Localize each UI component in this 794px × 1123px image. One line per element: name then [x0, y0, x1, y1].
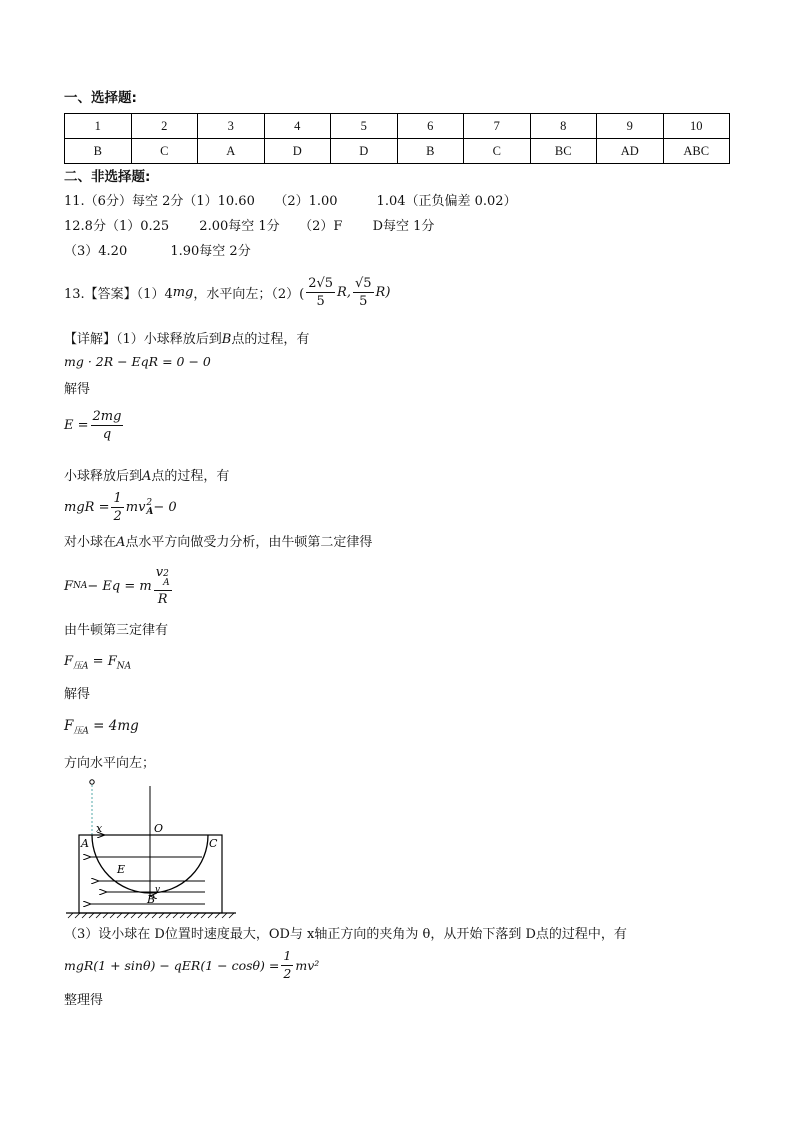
equation-fraction — [91, 410, 124, 441]
table-cell: D — [264, 139, 331, 164]
subscript: 压A — [73, 661, 89, 672]
table-row-numbers — [65, 114, 730, 139]
table-cell: BC — [530, 139, 597, 164]
equation-5 — [64, 655, 131, 672]
equation-2 — [64, 410, 125, 441]
equation-mid: − Eq = m — [87, 578, 152, 594]
label-o: O — [154, 822, 164, 835]
text: 点水平方向做受力分析，由牛顿第二定律得 — [125, 535, 373, 550]
analysis-line — [64, 536, 372, 549]
equation-lhs: mgR = — [64, 500, 110, 515]
detail-title: 【详解】（1）小球释放后到 — [64, 332, 222, 347]
table-cell: 2 — [131, 114, 198, 139]
fraction-numerator: 1 — [281, 950, 293, 966]
direction-line: 方向水平向左； — [64, 756, 156, 771]
subscript: NA — [116, 661, 132, 672]
fraction-numerator: 1 — [113, 491, 122, 506]
table-cell: B — [397, 139, 464, 164]
detail-rest: 点的过程，有 — [231, 332, 310, 347]
label-e: E — [117, 863, 126, 876]
table-cell: C — [131, 139, 198, 164]
fraction-denominator: 2 — [283, 965, 292, 981]
point-label: B — [221, 332, 232, 347]
table-cell: 10 — [663, 114, 730, 139]
subscript: A — [163, 578, 170, 588]
equation-rhs: = 4mg — [88, 718, 139, 734]
solve-label-1: 解得 — [64, 382, 91, 397]
superscript: 2 — [163, 569, 169, 579]
equation-1: mg · 2R − EqR = 0 − 0 — [64, 354, 211, 369]
table-cell: A — [198, 139, 265, 164]
table-cell: B — [65, 139, 132, 164]
fraction-denominator: 5 — [316, 294, 325, 309]
organize-label: 整理得 — [64, 993, 104, 1008]
q13-answer — [64, 277, 390, 308]
fraction-denominator: 5 — [359, 294, 368, 309]
fraction-denominator: R — [157, 592, 168, 607]
part3-text: （3）设小球在 D位置时速度最大，OD与 x轴正方向的夹角为 θ，从开始下落到 D点的过程中，有 — [64, 927, 627, 942]
detail-heading — [64, 333, 309, 346]
start-point-icon — [90, 780, 94, 784]
label-b: B — [147, 893, 156, 906]
q13-prefix: 13.【答案】（1）4 — [64, 287, 173, 302]
equation-rhs: mv — [125, 500, 146, 515]
section1-title: 一、选择题: — [64, 90, 137, 106]
subscript: 压A — [73, 726, 89, 737]
fraction-denominator: q — [102, 427, 112, 442]
table-cell: 6 — [397, 114, 464, 139]
equation-fraction — [111, 492, 123, 523]
q13-fraction-2 — [353, 277, 374, 308]
equation-lhs: F — [64, 578, 74, 594]
table-cell: 1 — [65, 114, 132, 139]
table-row-answers — [65, 139, 730, 164]
section2-title: 二、非选择题: — [64, 169, 151, 185]
q13-direction: ，水平向左；（2）( — [193, 287, 305, 302]
ground-hatch — [68, 913, 234, 918]
table-cell: 3 — [198, 114, 265, 139]
table-cell: C — [464, 139, 531, 164]
table-cell: 4 — [264, 114, 331, 139]
point-label: A — [142, 469, 152, 484]
label-x: x — [96, 822, 103, 835]
q13-fraction-1 — [306, 277, 335, 308]
equation-3 — [64, 492, 177, 523]
physics-diagram — [60, 774, 250, 920]
fraction-numerator: 2√5 — [308, 276, 334, 291]
q13-mid: R, — [337, 285, 351, 300]
table-cell: 5 — [331, 114, 398, 139]
equation-rhs: mv² — [295, 957, 320, 973]
equation-4 — [64, 566, 174, 606]
newton3-line: 由牛顿第三定律有 — [64, 623, 169, 638]
superscript: 2 — [146, 497, 153, 508]
fraction-denominator: 2 — [113, 509, 122, 524]
answer-table — [64, 113, 730, 164]
table-cell: 8 — [530, 114, 597, 139]
subscript: A — [146, 506, 154, 517]
force-symbol: F — [64, 718, 74, 734]
equation-lhs: mgR(1 + sinθ) − qER(1 − cosθ) = — [64, 957, 280, 973]
fraction-numerator: 2mg — [92, 409, 122, 424]
equation-mid: = F — [88, 654, 117, 669]
q12-answer-line2: （3）4.20 1.90每空 2分 — [64, 244, 251, 259]
label-a: A — [81, 837, 89, 850]
q12-answer-line1: 12.8分（1）0.25 2.00每空 1分 （2）F D每空 1分 — [64, 219, 435, 234]
force-symbol: F — [64, 654, 74, 669]
q13-end: R) — [375, 285, 391, 300]
q13-mg: mg — [172, 285, 194, 300]
solve-label-2: 解得 — [64, 687, 91, 702]
equation-lhs: E = — [64, 418, 89, 433]
table-cell: 9 — [597, 114, 664, 139]
text: 小球释放后到 — [64, 469, 143, 484]
fraction-numerator — [154, 566, 172, 591]
text: 点的过程，有 — [151, 469, 230, 484]
point-label: A — [116, 535, 126, 550]
table-cell: D — [331, 139, 398, 164]
table-cell: ABC — [663, 139, 730, 164]
fraction-numerator: √5 — [354, 276, 372, 291]
equation-6 — [64, 720, 139, 737]
v-symbol: v — [155, 565, 164, 580]
equation-tail: − 0 — [153, 500, 177, 515]
to-a-line — [64, 470, 229, 483]
table-cell: AD — [597, 139, 664, 164]
equation-fraction — [281, 950, 293, 980]
table-cell: 7 — [464, 114, 531, 139]
label-c: C — [209, 837, 218, 850]
subscript: NA — [73, 581, 88, 591]
equation-fraction — [154, 566, 172, 606]
equation-7 — [64, 950, 319, 980]
text: 对小球在 — [64, 535, 117, 550]
label-v: v — [155, 885, 161, 895]
q11-answer: 11.（6分）每空 2分（1）10.60 （2）1.00 1.04（正负偏差 0.02） — [64, 194, 517, 209]
